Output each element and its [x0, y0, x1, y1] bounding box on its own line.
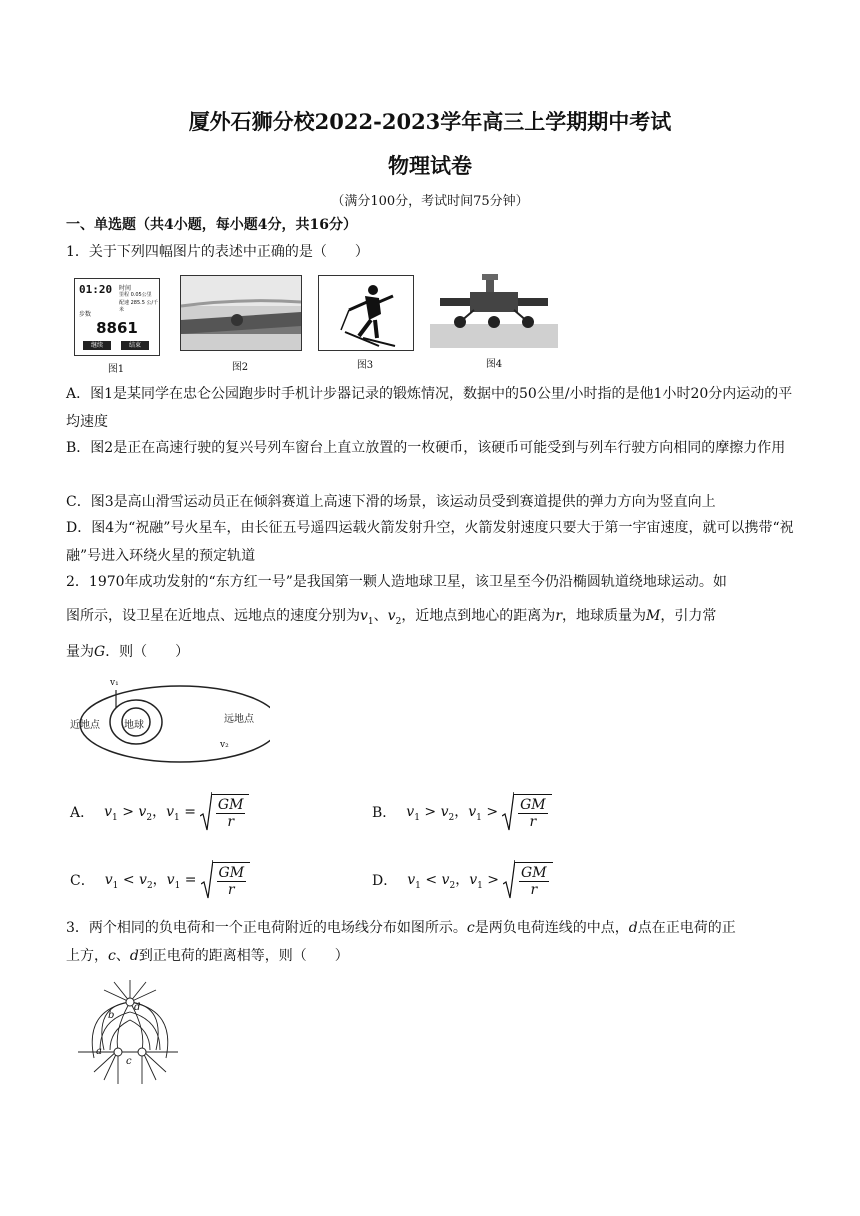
train-window-photo	[181, 276, 301, 350]
q2-a-s2: 2	[146, 812, 153, 823]
q1-figure-2	[180, 275, 302, 351]
q2-c-letter: C．	[70, 873, 95, 889]
skier-photo	[319, 276, 413, 350]
q2-d-rel2: >	[487, 872, 500, 889]
q1-figure-3	[318, 275, 414, 351]
q3-text-a: 3．两个相同的负电荷和一个正电荷附近的电场线分布如图所示。	[66, 920, 467, 936]
q2-text-b: ，近地点到地心的距离为	[401, 608, 556, 624]
q2-a-den: r	[227, 814, 235, 830]
q3-stem-line2	[66, 946, 349, 966]
q2-stem-line3	[66, 642, 189, 662]
q2-d-v3: v	[469, 872, 478, 889]
q2-v2-sub: 2	[395, 616, 402, 627]
q2-d-s2: 2	[449, 880, 456, 891]
q2-b-s: 1	[414, 812, 420, 823]
fig1-time: 01:20	[79, 283, 113, 296]
fig1-btn-continue: 继续	[83, 341, 111, 350]
q2-stem-line2	[66, 606, 716, 632]
q2-a-rel2: =	[184, 804, 196, 821]
q2-c-v: v	[104, 872, 113, 889]
q2-c-den: r	[227, 882, 235, 898]
q2-c-rel1: <	[122, 872, 135, 889]
q2-c-v2: v	[139, 872, 147, 889]
orbit-far-label: 远地点	[224, 714, 254, 725]
orbit-earth-label: 地球	[124, 720, 144, 731]
q2-b-v2: v	[440, 804, 449, 821]
q2-c-sqrt	[201, 860, 251, 900]
section-heading: 一、单选题（共4小题，每小题4分，共16分）	[66, 217, 357, 233]
q2-c-s2: 2	[146, 880, 153, 891]
field-label-d: d	[134, 1002, 141, 1013]
q2-b-letter: B．	[372, 805, 397, 821]
q2-text-c: ，地球质量为	[562, 608, 647, 624]
q2-sep: 、	[373, 608, 388, 624]
q3-text-e: 、	[115, 948, 130, 964]
q2-M: M	[646, 608, 661, 624]
q1-stem: 1．关于下列四幅图片的表述中正确的是（ ）	[66, 244, 369, 260]
mars-rover-photo	[430, 272, 558, 348]
exam-title: 厦外石狮分校2022-2023学年高三上学期期中考试	[188, 109, 672, 134]
q2-a-s: 1	[112, 812, 118, 823]
q2-text-e: 量为	[66, 644, 94, 660]
q2-a-sqrt	[200, 792, 250, 832]
q2-v1: v	[360, 608, 368, 624]
exam-note: （满分100分，考试时间75分钟）	[331, 194, 529, 209]
fig1-small3: 配速 285.5 公/千米	[119, 300, 159, 313]
q2-option-c: C． $v_1 < v_2$，$v_1$ = $\frac{GM}{r}$	[70, 860, 250, 900]
fig1-caption: 图1	[107, 364, 125, 375]
q1-option-c: C．图3是高山滑雪运动员正在倾斜赛道上高速下滑的场景，该运动员受到赛道提供的弹力方向为竖直向上	[66, 494, 716, 510]
q2-b-v3: v	[468, 804, 477, 821]
q1-option-a: A．图1是某同学在忠仑公园跑步时手机计步器记录的锻炼情况，数据中的50公里/小时指的是他1小时20分内运动的平均速度	[66, 386, 793, 430]
exam-subtitle: 物理试卷	[388, 153, 472, 178]
q3-field-figure	[74, 980, 184, 1090]
q2-d-sqrt	[503, 860, 553, 900]
fig4-caption: 图4	[485, 359, 503, 370]
field-label-a: a	[96, 1046, 102, 1057]
q2-option-a: A． $v_1 > v_2$，$v_1$ = $\frac{GM}{r}$	[70, 792, 249, 832]
q2-d-s: 1	[415, 880, 421, 891]
q2-v2: v	[387, 608, 396, 624]
q2-d-s3: 1	[477, 880, 483, 891]
q2-a-s3: 1	[174, 812, 180, 823]
q3-c2: c	[108, 948, 116, 964]
q2-b-rel2: >	[486, 804, 499, 821]
q2-r: r	[555, 608, 563, 624]
q2-a-num: GM	[217, 797, 244, 813]
q2-option-d: D． $v_1 < v_2$，$v_1$ > $\frac{GM}{r}$	[372, 860, 553, 900]
q2-c-rel2: =	[184, 872, 197, 889]
q2-a-v2: v	[138, 804, 147, 821]
q2-b-num: GM	[520, 797, 546, 813]
q3-d2: d	[129, 948, 139, 964]
q2-text-a: 图所示，设卫星在近地点、远地点的速度分别为	[66, 608, 360, 624]
orbit-v1-label: v₁	[110, 678, 119, 688]
q3-text-d: 上方，	[66, 948, 108, 964]
q2-a-letter: A．	[70, 805, 95, 821]
q2-a-v3: v	[166, 804, 174, 821]
fig1-small1: 时间	[119, 285, 132, 292]
negative-charge-icon-left	[114, 1048, 122, 1056]
q3-text-c: 点在正电荷的正	[637, 920, 736, 936]
q2-d-v2: v	[441, 872, 450, 889]
q2-d-den: r	[530, 882, 538, 898]
q2-c-v3: v	[166, 872, 175, 889]
q2-orbit-figure	[70, 678, 270, 770]
q2-a-v: v	[104, 804, 113, 821]
field-label-b: b	[108, 1010, 115, 1021]
q3-stem-line1	[66, 918, 736, 938]
fig2-caption: 图2	[231, 362, 249, 373]
q3-text-f: 到正电荷的距离相等，则（ ）	[138, 948, 349, 964]
field-label-c: c	[126, 1056, 132, 1067]
negative-charge-icon-right	[138, 1048, 146, 1056]
q2-G: G	[94, 644, 106, 660]
q1-figure-1	[74, 278, 160, 356]
q2-text-f: ．则（ ）	[105, 644, 190, 660]
q2-text-d: ，引力常	[660, 608, 717, 624]
q2-b-v: v	[406, 804, 415, 821]
q2-option-b: B． $v_1 > v_2$，$v_1$ > $\frac{GM}{r}$	[372, 792, 552, 832]
q2-c-s: 1	[112, 880, 119, 891]
q3-d: d	[628, 920, 638, 936]
q2-b-s2: 2	[448, 812, 455, 823]
q2-d-num: GM	[521, 865, 547, 881]
q2-a-rel1: >	[122, 804, 134, 821]
coin-icon	[231, 314, 243, 326]
q2-d-v: v	[407, 872, 416, 889]
q2-b-rel1: >	[424, 804, 437, 821]
q2-stem-line1: 2．1970年成功发射的“东方红一号”是我国第一颗人造地球卫星，该卫星至今仍沿椭圆轨道绕地球运动。如	[66, 574, 727, 590]
orbit-v2-label: v₂	[220, 740, 229, 750]
q2-b-sqrt	[502, 792, 552, 832]
q2-b-den: r	[529, 814, 537, 830]
q1-figure-4	[430, 272, 558, 348]
fig1-btn-end: 结束	[121, 341, 149, 350]
q2-c-s3: 1	[174, 880, 181, 891]
q1-option-d: D．图4为“祝融”号火星车，由长征五号遥四运载火箭发射升空，火箭发射速度只要大于第一宇宙速度，就可以携带“祝融”号进入环绕火星的预定轨道	[66, 520, 794, 564]
fig1-small2: 里程 0.05公里	[119, 292, 152, 298]
q2-v1-sub: 1	[367, 616, 374, 627]
fig1-steps-label: 步数	[79, 311, 92, 318]
q2-d-rel1: <	[425, 872, 438, 889]
fig3-caption: 图3	[356, 360, 374, 371]
q2-d-letter: D．	[372, 873, 398, 889]
q3-c: c	[466, 920, 475, 936]
q3-text-b: 是两负电荷连线的中点，	[474, 920, 629, 936]
electric-field-diagram	[74, 980, 184, 1090]
q2-c-num: GM	[218, 865, 245, 881]
fig1-steps: 8861	[96, 319, 138, 337]
positive-charge-icon	[126, 998, 134, 1006]
q1-option-b: B．图2是正在高速行驶的复兴号列车窗台上直立放置的一枚硬币，该硬币可能受到与列车行驶方向相同的摩擦力作用	[66, 440, 786, 456]
q2-b-s3: 1	[476, 812, 482, 823]
orbit-near-label: 近地点	[70, 720, 100, 731]
